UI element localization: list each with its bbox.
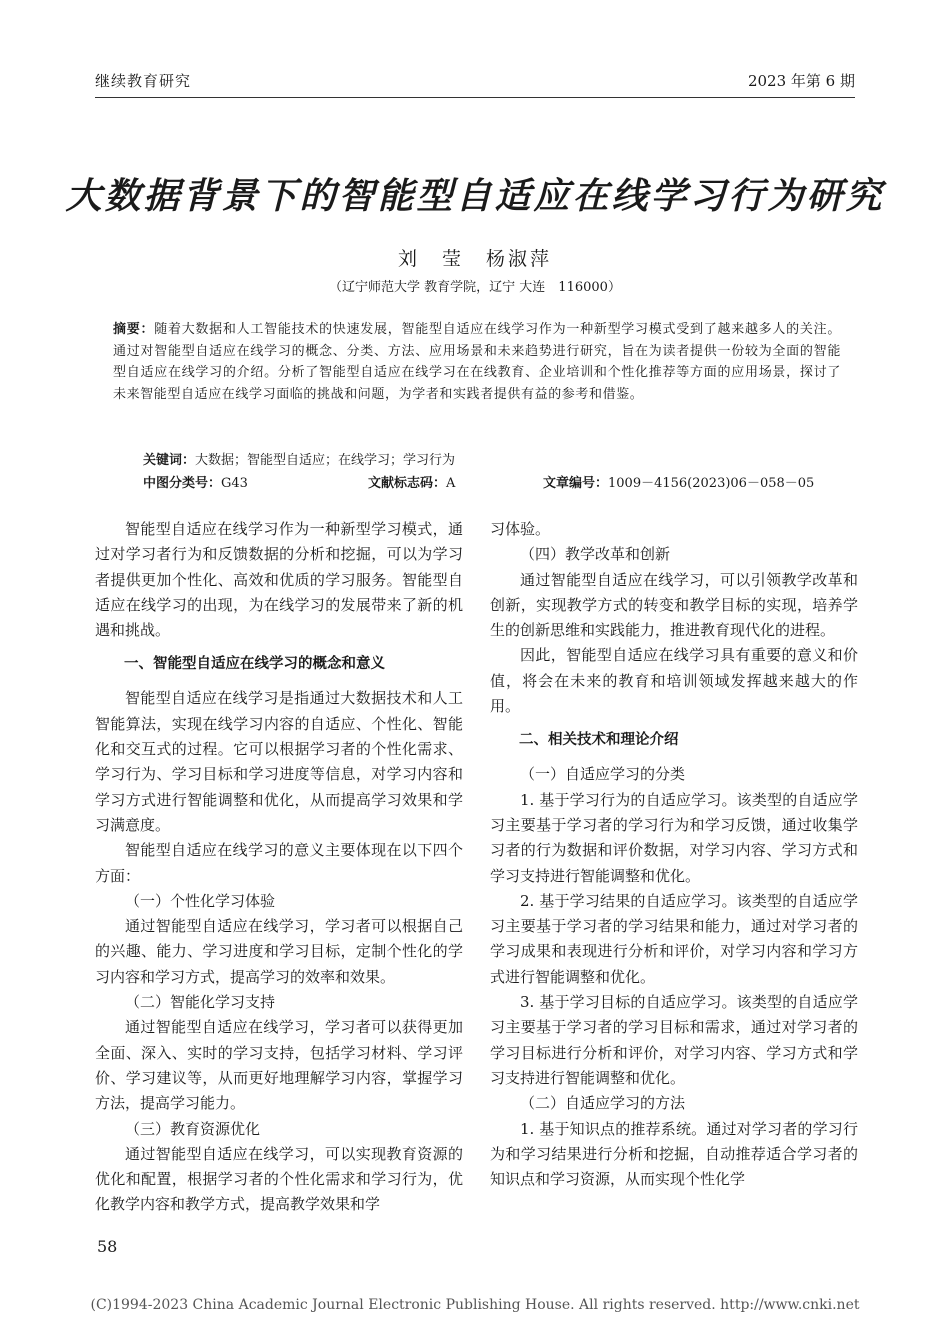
paragraph: 1. 基于知识点的推荐系统。通过对学习者的学习行为和学习结果进行分析和挖掘，自动推荐适合学习者的知识点和学习资源，从而实现个性化学 [490, 1119, 858, 1189]
abstract [113, 319, 841, 405]
paragraph: 智能型自适应在线学习的意义主要体现在以下四个方面： [95, 841, 463, 885]
page-number: 58 [97, 1237, 118, 1256]
doc-label: 文献标志码： [368, 476, 447, 491]
abstract-text: 随着大数据和人工智能技术的快速发展，智能型自适应在线学习作为一种新型学习模式受到了越来越多人的关注。通过对智能型自适应在线学习的概念、分类、方法、应用场景和未来趋势进行研究，旨在为读者提供一份较为全面的智能型自适应在线学习的介绍。分析了智能型自适应在线学习在在线教育、企业培训和个性化推荐等方面的应用场景，探讨了未来智能型自适应在线学习面临的挑战和问题，为学者和实践者提供有益的参考和借鉴。 [113, 322, 841, 402]
paragraph: 因此，智能型自适应在线学习具有重要的意义和价值，将会在未来的教育和培训领域发挥越来越大的作用。 [490, 646, 858, 716]
paragraph: 智能型自适应在线学习作为一种新型学习模式，通过对学习者行为和反馈数据的分析和挖掘，可以为学习者提供更加个性化、高效和优质的学习服务。智能型自适应在线学习的出现，为在线学习的发展带来了新的机遇和挑战。 [95, 520, 463, 640]
clc-value: G43 [221, 476, 248, 491]
paragraph: 3. 基于学习目标的自适应学习。该类型的自适应学习主要基于学习者的学习目标和需求，通过对学习者的学习目标进行分析和评价，对学习内容、学习方式和学习支持进行智能调整和优化。 [490, 993, 858, 1087]
body-left-column [95, 517, 463, 1218]
paragraph: 通过智能型自适应在线学习，可以引领教学改革和创新，实现教学方式的转变和教学目标的实现，培养学生的创新思维和实践能力，推进教育现代化的进程。 [490, 570, 858, 640]
paragraph: 通过智能型自适应在线学习，学习者可以根据自己的兴趣、能力、学习进度和学习目标，定制个性化的学习内容和学习方式，提高学习的效率和效果。 [95, 917, 463, 986]
body-right-column [490, 517, 858, 1192]
paragraph-continuation: 习体验。 [490, 520, 551, 538]
clc-label: 中图分类号： [143, 476, 222, 491]
subsection-heading: （三）教育资源优化 [125, 1119, 261, 1138]
article-value: 1009－4156(2023)06－058－05 [608, 476, 815, 491]
paragraph: 通过智能型自适应在线学习，学习者可以获得更加全面、深入、实时的学习支持，包括学习材料、学习评价、学习建议等，从而更好地理解学习内容，掌握学习方法，提高学习能力。 [95, 1018, 463, 1113]
paper-title: 大数据背景下的智能型自适应在线学习行为研究 [65, 176, 885, 217]
article-label: 文章编号： [543, 476, 609, 491]
subsection-heading: （二）自适应学习的方法 [520, 1094, 686, 1113]
paragraph: 2. 基于学习结果的自适应学习。该类型的自适应学习主要基于学习者的学习结果和能力，通过对学习者的学习成果和表现进行分析和评价，对学习内容和学习方式进行智能调整和优化。 [490, 891, 858, 986]
keywords-label: 关键词： [143, 453, 196, 468]
doc-value: A [446, 476, 456, 491]
subsection-heading: （一）自适应学习的分类 [520, 765, 686, 784]
subsection-heading: （二）智能化学习支持 [125, 993, 276, 1012]
section-heading: 一、智能型自适应在线学习的概念和意义 [124, 656, 385, 673]
article-number [543, 472, 814, 491]
subsection-heading: （四）教学改革和创新 [520, 545, 671, 564]
clc-number [143, 472, 248, 491]
journal-name: 继续教育研究 [95, 72, 192, 90]
section-heading: 二、相关技术和理论介绍 [519, 732, 679, 749]
issue-label: 2023 年第 6 期 [747, 72, 855, 90]
affiliation: （辽宁师范大学 教育学院，辽宁 大连 116000） [329, 280, 621, 295]
paragraph: 智能型自适应在线学习是指通过大数据技术和人工智能算法，实现在线学习内容的自适应、个性化、智能化和交互式的过程。它可以根据学习者的个性化需求、学习行为、学习目标和学习进度等信息，对学习内容和学习方式进行智能调整和优化，从而提高学习效果和学习满意度。 [95, 689, 463, 834]
paragraph: 1. 基于学习行为的自适应学习。该类型的自适应学习主要基于学习者的学习行为和学习反馈，通过收集学习者的行为数据和评价数据，对学习内容、学习方式和学习支持进行智能调整和优化。 [490, 790, 858, 885]
abstract-label: 摘要： [113, 322, 155, 337]
authors: 刘 莹 杨淑萍 [397, 248, 552, 270]
copyright-footer: (C)1994-2023 China Academic Journal Electronic Publishing House. All rights reserved. http://www.cnki.net [90, 1297, 860, 1313]
header-divider [95, 97, 855, 98]
keywords-text: 大数据；智能型自适应；在线学习；学习行为 [195, 453, 456, 468]
keywords [143, 449, 455, 468]
paragraph: 通过智能型自适应在线学习，可以实现教育资源的优化和配置，根据学习者的个性化需求和学习行为，优化教学内容和教学方式，提高教学效果和学 [95, 1144, 463, 1214]
subsection-heading: （一）个性化学习体验 [125, 891, 276, 910]
document-code [368, 472, 455, 491]
